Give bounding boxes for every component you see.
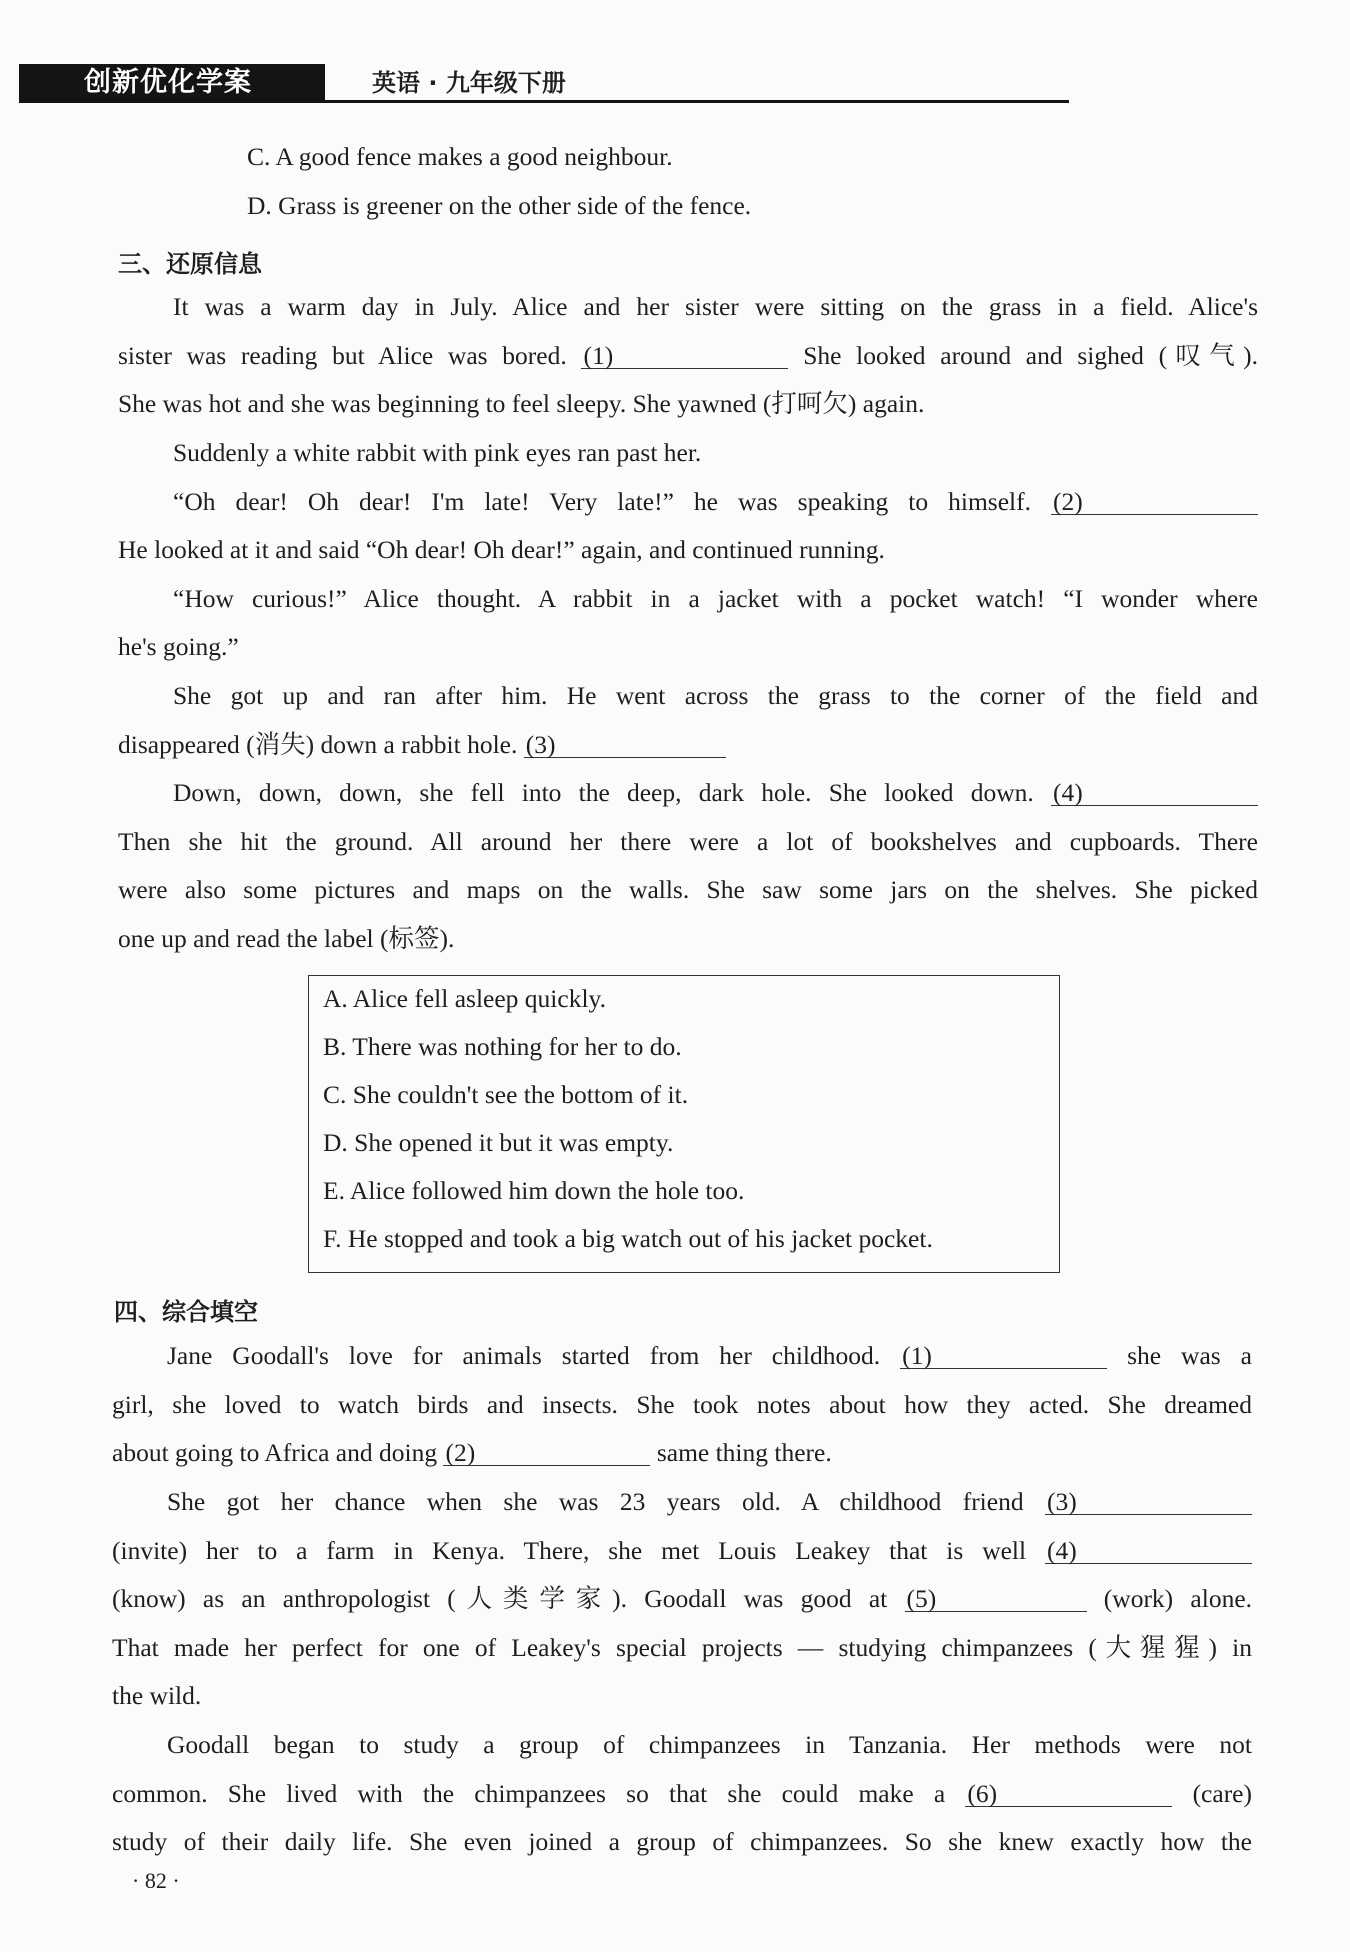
fill-blank-6[interactable]: (6) [965, 1782, 1172, 1807]
header-rule [19, 100, 1069, 103]
s4-line-11: study of their daily life. She even joined a group of chimpanzees. So she knew exactly how the [112, 1827, 1252, 1856]
choice-c: C. She couldn't see the bottom of it. [323, 1080, 689, 1109]
fill-blank-2[interactable]: (2) [443, 1441, 650, 1466]
s3-line-4: Suddenly a white rabbit with pink eyes ran past her. [173, 438, 702, 467]
answer-blank-1[interactable]: (1) [581, 344, 788, 369]
s3-line-14: one up and read the label (标签). [118, 924, 455, 953]
s3-line-6: He looked at it and said “Oh dear! Oh dear!” again, and continued running. [118, 535, 885, 564]
choice-b: B. There was nothing for her to do. [323, 1032, 682, 1061]
s4-line-1: Jane Goodall's love for animals started from her childhood. (1) she was a [167, 1341, 1252, 1370]
fill-blank-1[interactable]: (1) [900, 1344, 1107, 1369]
fill-blank-5[interactable]: (5) [905, 1587, 1087, 1612]
s4-line-3: about going to Africa and doing (2) same thing there. [112, 1438, 832, 1467]
s4-line-6: (know) as an anthropologist (人类学家). Goodall was good at (5) (work) alone. [112, 1584, 1253, 1613]
choices-box [308, 975, 1060, 1273]
s4-line-2: girl, she loved to watch birds and insects. She took notes about how they acted. She dreamed [112, 1390, 1252, 1419]
page-header [0, 58, 1350, 108]
s3-line-2: sister was reading but Alice was bored. (1) She looked around and sighed (叹气). [118, 341, 1259, 370]
s3-line-3: She was hot and she was beginning to feel sleepy. She yawned (打呵欠) again. [118, 389, 925, 418]
choice-a: A. Alice fell asleep quickly. [323, 984, 607, 1013]
section-3-title: 三、还原信息 [118, 250, 262, 278]
option-c: C. A good fence makes a good neighbour. [247, 142, 673, 171]
choice-e: E. Alice followed him down the hole too. [323, 1176, 745, 1205]
s4-line-7: That made her perfect for one of Leakey's special projects — studying chimpanzees (大猩猩) in [112, 1633, 1252, 1662]
s4-line-5: (invite) her to a farm in Kenya. There, she met Louis Leakey that is well (4) [112, 1527, 1252, 1576]
s3-line-9: She got up and ran after him. He went across the grass to the corner of the field and [173, 681, 1258, 710]
s3-line-13: were also some pictures and maps on the walls. She saw some jars on the shelves. She picked [118, 875, 1258, 904]
s3-line-12: Then she hit the ground. All around her there were a lot of bookshelves and cupboards. There [118, 827, 1258, 856]
s3-line-7: “How curious!” Alice thought. A rabbit in a jacket with a pocket watch! “I wonder where [173, 584, 1258, 613]
s4-line-10: common. She lived with the chimpanzees so that she could make a (6) (care) [112, 1779, 1252, 1808]
fill-blank-4[interactable]: (4) [1045, 1539, 1252, 1564]
page-number: · 82 · [132, 1868, 180, 1893]
answer-blank-2[interactable]: (2) [1051, 490, 1258, 515]
s3-line-10: disappeared (消失) down a rabbit hole. (3) [118, 721, 1258, 770]
answer-blank-3[interactable]: (3) [524, 733, 726, 758]
section-4-title: 四、综合填空 [114, 1298, 258, 1326]
s3-line-11: Down, down, down, she fell into the deep, dark hole. She looked down. (4) [173, 769, 1258, 818]
answer-blank-4[interactable]: (4) [1051, 781, 1258, 806]
s4-line-4: She got her chance when she was 23 years old. A childhood friend (3) [167, 1478, 1252, 1527]
s4-line-9: Goodall began to study a group of chimpanzees in Tanzania. Her methods were not [167, 1730, 1252, 1759]
s3-line-8: he's going.” [118, 632, 239, 661]
fill-blank-3[interactable]: (3) [1045, 1490, 1252, 1515]
series-title: 创新优化学案 [84, 67, 252, 98]
s4-line-8: the wild. [112, 1681, 202, 1710]
s3-line-5: “Oh dear! Oh dear! I'm late! Very late!” he was speaking to himself. (2) [173, 478, 1258, 527]
option-d: D. Grass is greener on the other side of the fence. [247, 191, 752, 220]
s3-line-1: It was a warm day in July. Alice and her sister were sitting on the grass in a field. Alice's [173, 292, 1258, 321]
choice-f: F. He stopped and took a big watch out of his jacket pocket. [323, 1224, 933, 1253]
subject-title: 英语 · 九年级下册 [372, 69, 566, 97]
choice-d: D. She opened it but it was empty. [323, 1128, 674, 1157]
